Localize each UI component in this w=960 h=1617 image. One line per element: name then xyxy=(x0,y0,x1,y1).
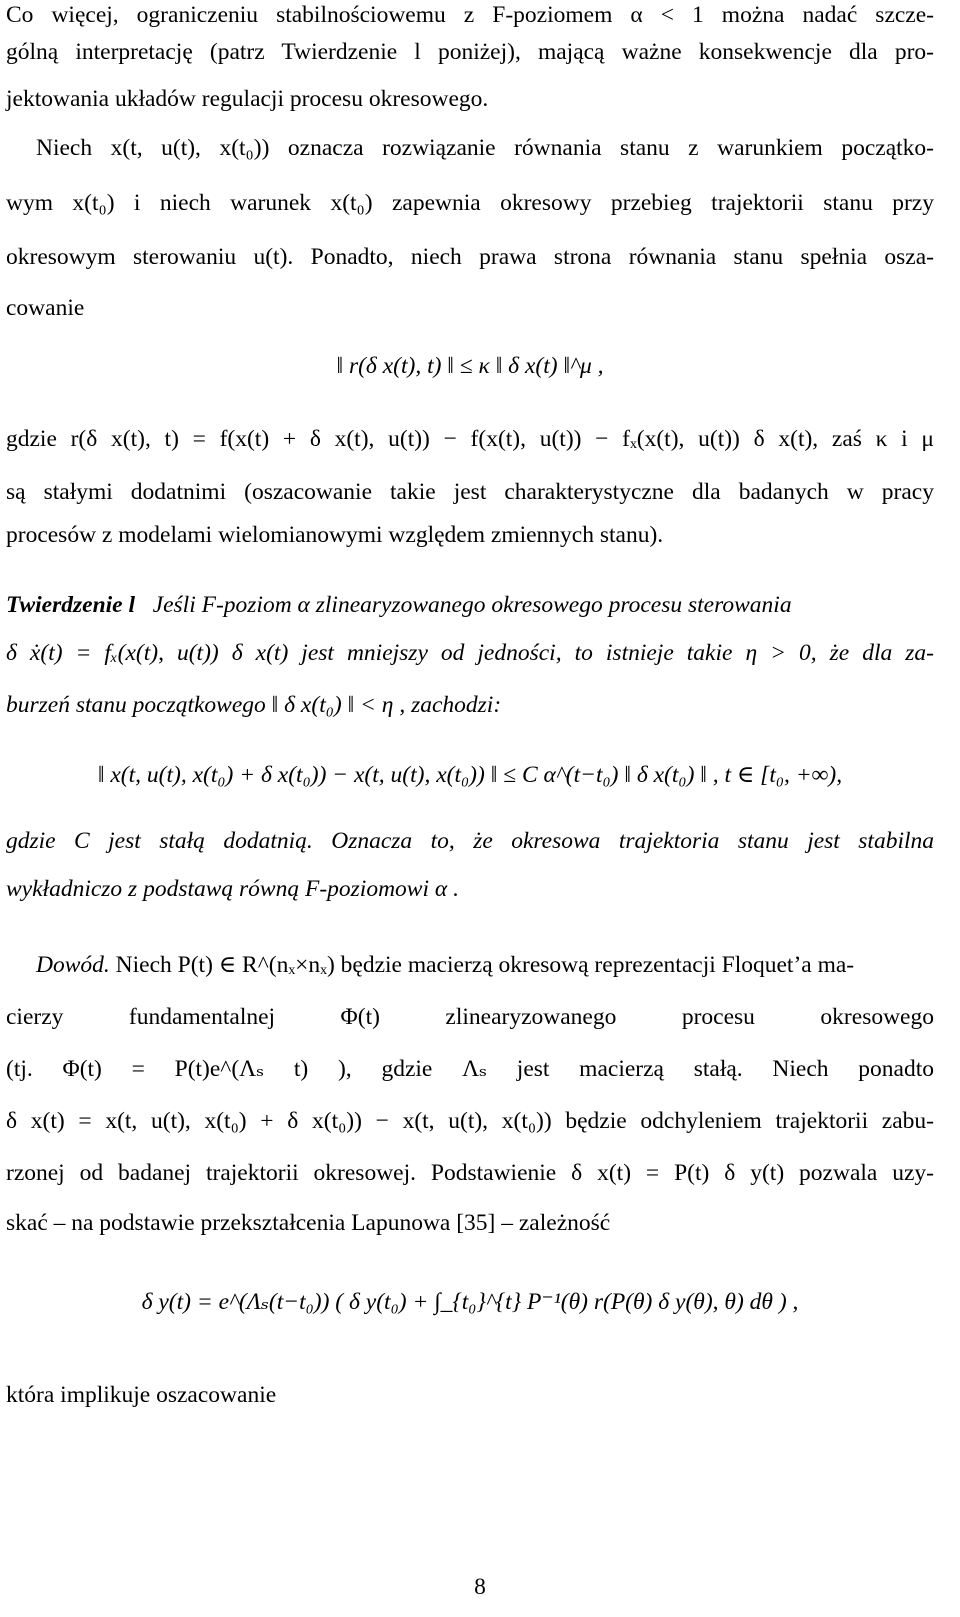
paragraph-line: jektowania układów regulacji procesu okresowego. xyxy=(6,86,489,112)
paragraph-line: cowanie xyxy=(6,295,85,321)
paragraph-line: gdzie r(δ x(t), t) = f(x(t) + δ x(t), u(t)) − f(x(t), u(t)) − fₓ(x(t), u(t)) δ x(t), zaś κ i μ xyxy=(6,426,934,452)
proof-text: Niech P(t) ∈ R^(nₓ×nₓ) będzie macierzą okresową reprezentacji Floquet’a ma- xyxy=(115,952,855,978)
paragraph-line: gólną interpretację (patrz Twierdzenie l poniżej), mającą ważne konsekwencje dla pro- xyxy=(6,39,934,65)
paragraph-line: procesów z modelami wielomianowymi względem zmiennych stanu). xyxy=(6,522,664,548)
theorem-heading-line xyxy=(6,590,934,620)
paragraph-line: która implikuje oszacowanie xyxy=(6,1382,277,1408)
paragraph-line: Co więcej, ograniczeniu stabilnościowemu z F-poziomem α < 1 można nadać szcze- xyxy=(6,2,934,28)
paragraph-line: cierzy fundamentalnej Φ(t) zlinearyzowanego procesu okresowego xyxy=(6,1004,934,1030)
page-number: 8 xyxy=(474,1574,486,1600)
theorem-text: Jeśli F-poziom α zlinearyzowanego okresowego procesu sterowania xyxy=(152,592,792,618)
paragraph-line: są stałymi dodatnimi (oszacowanie takie jest charakterystyczne dla badanych w pracy xyxy=(6,479,934,505)
paragraph-line: (tj. Φ(t) = P(t)e^(Λₛ t) ), gdzie Λₛ jest macierzą stałą. Niech ponadto xyxy=(6,1056,934,1082)
equation-estimate: ‖ r(δ x(t), t) ‖ ≤ κ ‖ δ x(t) ‖^μ , xyxy=(336,353,604,379)
paragraph-line: Niech x(t, u(t), x(t₀)) oznacza rozwiązanie równania stanu z warunkiem początko- xyxy=(36,135,934,161)
paragraph-line: skać – na podstawie przekształcenia Lapunowa [35] – zależność xyxy=(6,1210,611,1236)
theorem-line: burzeń stanu początkowego ‖ δ x(t₀) ‖ < η , zachodzi: xyxy=(6,692,502,718)
paragraph-line: rzonej od badanej trajektorii okresowej. Podstawienie δ x(t) = P(t) δ y(t) pozwala uzy- xyxy=(6,1160,934,1186)
paragraph-line: δ x(t) = x(t, u(t), x(t₀) + δ x(t₀)) − x(t, u(t), x(t₀)) będzie odchyleniem trajektorii zabu- xyxy=(6,1108,934,1134)
proof-label: Dowód. xyxy=(36,952,110,978)
theorem-line: δ ẋ(t) = fₓ(x(t), u(t)) δ x(t) jest mniejszy od jedności, to istnieje takie η > 0, że dla za- xyxy=(6,640,934,666)
paragraph-line: okresowym sterowaniu u(t). Ponadto, niech prawa strona równania stanu spełnia osza- xyxy=(6,244,934,270)
theorem-line: gdzie C jest stałą dodatnią. Oznacza to, że okresowa trajektoria stanu jest stabilna xyxy=(6,828,934,854)
theorem-label: Twierdzenie l xyxy=(6,592,136,618)
equation-lapunow: δ y(t) = e^(Λₛ(t−t₀)) ( δ y(t₀) + ∫_{t₀}^{t} P⁻¹(θ) r(P(θ) δ y(θ), θ) dθ ) , xyxy=(141,1289,799,1315)
equation-theorem: ‖ x(t, u(t), x(t₀) + δ x(t₀)) − x(t, u(t), x(t₀)) ‖ ≤ C α^(t−t₀) ‖ δ x(t₀) ‖ , t ∈ [t₀, +∞), xyxy=(97,762,843,788)
paragraph-line: wym x(t₀) i niech warunek x(t₀) zapewnia okresowy przebieg trajektorii stanu przy xyxy=(6,190,934,216)
proof-heading-line xyxy=(36,950,934,980)
theorem-line: wykładniczo z podstawą równą F-poziomowi α . xyxy=(6,876,459,902)
